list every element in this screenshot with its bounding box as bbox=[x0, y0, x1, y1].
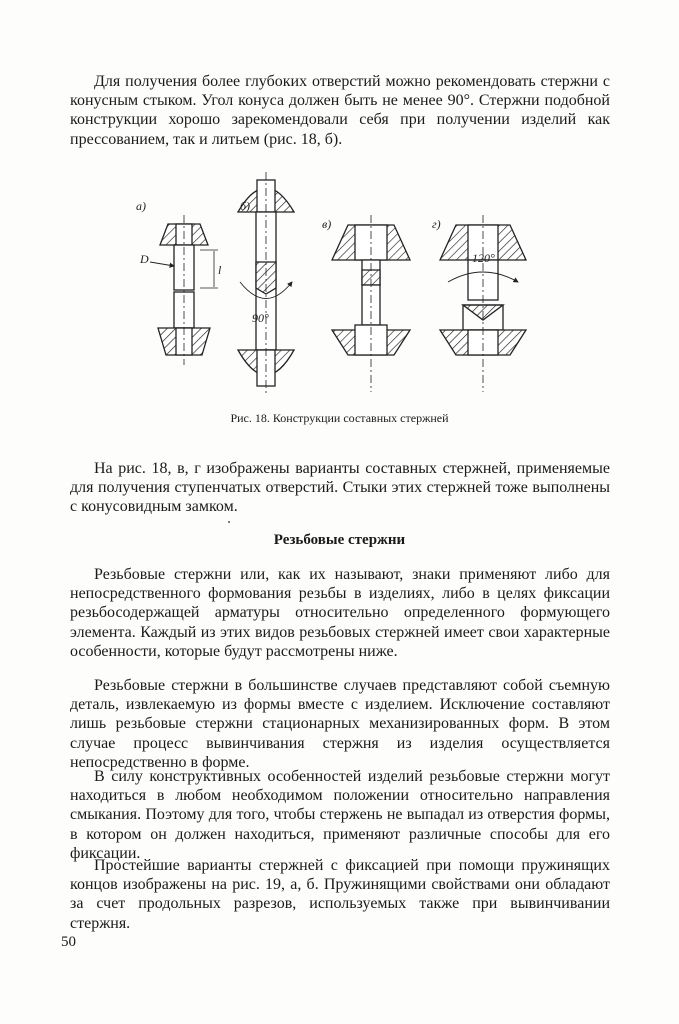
page-number: 50 bbox=[61, 934, 76, 950]
paragraph-figure-reference: На рис. 18, в, г изображены варианты составных стержней, применяемые для получения ступенчатых отверстий. Стыки этих стержней тоже выполнены с конусовидным замком. bbox=[70, 460, 610, 516]
paragraph-threaded-3: В силу конструктивных особенностей изделий резьбовые стержни могут находиться в любом необходимом положении относительно направления смыкания. Поэтому для того, чтобы стержень не выпадал из отверстия формы, в котором он должен находиться, применяют различные способы для его фиксации. bbox=[70, 768, 610, 862]
section-heading: Резьбовые стержни bbox=[273, 532, 406, 548]
angle-120: 120° bbox=[472, 251, 495, 265]
rod-variant-g bbox=[440, 215, 526, 392]
angle-90: 90° bbox=[252, 311, 269, 325]
label-g: г) bbox=[432, 217, 441, 231]
paragraph-threaded-4: Простейшие варианты стержней с фиксацией при помощи пружинящих концов изображены на рис. 19, а, б. Пружинящими свойствами они обладают за счет продольных разрезов, используемых также при вывинчивании стержня. bbox=[70, 857, 610, 932]
label-a: a) bbox=[136, 199, 146, 213]
paragraph-threaded-1: Резьбовые стержни или, как их называют, знаки применяют либо для непосредственного формования резьбы в изделиях, либо в целях фиксации резьбосодержащей арматуры относительно определенного формующего элемента. Каждый из этих видов резьбовых стержней имеет свои характерные особенности, которые будут рассмотрены ниже. bbox=[70, 566, 610, 660]
paragraph-conical-joint: Для получения более глубоких отверстий можно рекомендовать стержни с конусным стыком. Угол конуса должен быть не менее 90°. Стержни подобной конструкции хорошо зарекомендовали себя при получении изделий как прессованием, так и литьем (рис. 18, б). bbox=[70, 73, 610, 148]
figure-caption: Рис. 18. Конструкции составных стержней bbox=[230, 411, 449, 425]
label-D: D bbox=[140, 252, 149, 266]
label-l: l bbox=[218, 263, 222, 277]
figure-composite-rods bbox=[130, 170, 550, 402]
label-v: в) bbox=[322, 217, 332, 231]
rod-variant-v bbox=[332, 215, 410, 392]
rod-variant-a bbox=[150, 215, 218, 365]
print-speck bbox=[228, 521, 230, 523]
label-b: б) bbox=[240, 199, 251, 213]
paragraph-threaded-2: Резьбовые стержни в большинстве случаев представляют собой съемную деталь, извлекаемую из формы вместе с изделием. Исключение составляют лишь резьбовые стержни стационарных механизированных форм. В этом случае процесс вывинчивания стержня из изделия осуществляется непосредственно в форме. bbox=[70, 677, 610, 771]
